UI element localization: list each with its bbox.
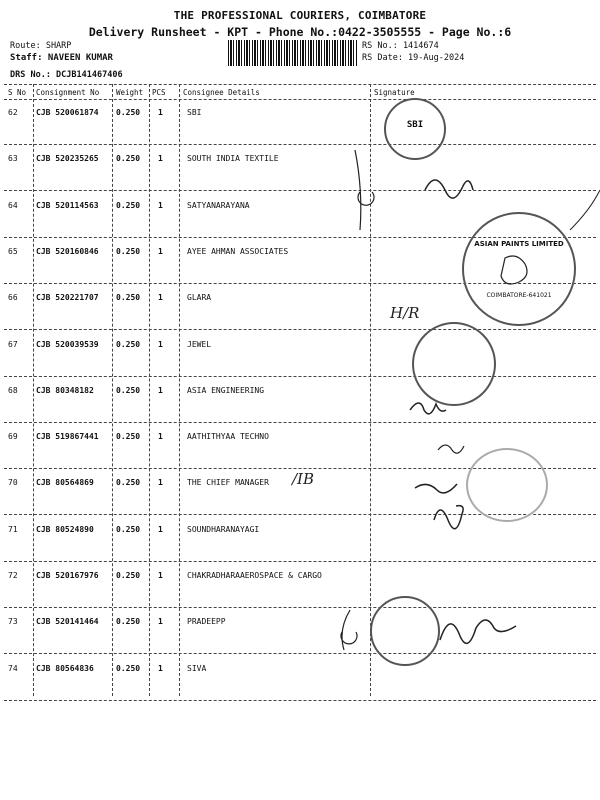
asian-paints-stamp: ASIAN PAINTS LIMITED COIMBATORE-641021: [462, 212, 576, 326]
row-weight: 0.250: [116, 432, 141, 442]
row-consignment-no: CJB 80564836: [36, 663, 94, 673]
row-sno: 65: [8, 246, 18, 256]
row-sno: 72: [8, 571, 18, 580]
row-consignment-no: CJB 520221707: [36, 293, 99, 303]
row-consignment-no: CJB 519867441: [36, 432, 99, 442]
row-pcs: 1: [158, 339, 163, 349]
row-weight: 0.250: [116, 108, 141, 117]
row-consignee: SOUTH INDIA TEXTILE: [187, 154, 279, 164]
row-sno: 64: [8, 200, 18, 210]
row-sno: 74: [8, 663, 18, 673]
route-label: Route: SHARP: [10, 41, 72, 51]
col-pcs: PCS: [152, 88, 166, 97]
row-consignee: ASIA ENGINEERING: [187, 385, 265, 395]
row-consignee: SOUNDHARANAYAGI: [187, 524, 260, 534]
row-consignment-no: CJB 80348182: [36, 385, 94, 395]
row-weight: 0.250: [116, 154, 141, 164]
row-pcs: 1: [158, 571, 163, 580]
row-weight: 0.250: [116, 524, 141, 534]
row-consignee: GLARA: [187, 293, 212, 303]
row-pcs: 1: [158, 617, 163, 627]
row-pcs: 1: [158, 246, 163, 256]
row-consignee: THE CHIEF MANAGER: [187, 478, 269, 488]
row-weight: 0.250: [116, 200, 141, 210]
row-weight: 0.250: [116, 663, 141, 673]
row-weight: 0.250: [116, 385, 141, 395]
row-pcs: 1: [158, 200, 163, 210]
row-pcs: 1: [158, 293, 163, 303]
row-sno: 69: [8, 432, 18, 442]
sbi-stamp: SBI: [384, 98, 446, 160]
row-pcs: 1: [158, 108, 163, 117]
row-weight: 0.250: [116, 478, 141, 488]
row-weight: 0.250: [116, 571, 141, 580]
row-weight: 0.250: [116, 339, 141, 349]
row-pcs: 1: [158, 663, 163, 673]
drs-number: DRS No.: DCJB141467406: [10, 70, 123, 80]
row-sno: 71: [8, 524, 18, 534]
row-sno: 73: [8, 617, 18, 627]
row-consignee: CHAKRADHARAAEROSPACE & CARGO: [187, 571, 322, 580]
col-sno: S No: [8, 88, 27, 97]
row-consignment-no: CJB 520039539: [36, 339, 99, 349]
row-sno: 68: [8, 385, 18, 395]
row-weight: 0.250: [116, 246, 141, 256]
row-sno: 67: [8, 339, 18, 349]
row-consignment-no: CJB 520167976: [36, 571, 99, 580]
document-title: THE PROFESSIONAL COURIERS, COIMBATORE: [173, 9, 427, 22]
row-pcs: 1: [158, 524, 163, 534]
col-weight: Weight: [116, 88, 144, 97]
row-consignment-no: CJB 80564869: [36, 478, 94, 488]
row-sno: 70: [8, 478, 18, 488]
row-consignment-no: CJB 520141464: [36, 617, 99, 627]
row-consignee: SATYANARAYANA: [187, 200, 250, 210]
row-consignee: JEWEL: [187, 339, 212, 349]
rs-date: RS Date: 19-Aug-2024: [362, 53, 465, 63]
row-weight: 0.250: [116, 617, 141, 627]
row-consignment-no: CJB 520160846: [36, 246, 99, 256]
row-pcs: 1: [158, 432, 163, 442]
row-consignee: SIVA: [187, 663, 207, 673]
row-consignment-no: CJB 520114563: [36, 200, 99, 210]
row-consignee: SBI: [187, 108, 202, 117]
col-consignee: Consignee Details: [183, 88, 260, 97]
row-consignee: AATHITHYAA TECHNO: [187, 432, 269, 442]
col-signature: Signature: [374, 88, 415, 97]
row-consignment-no: CJB 520235265: [36, 154, 99, 164]
row-consignee: AYEE AHMAN ASSOCIATES: [187, 246, 289, 256]
row-consignee: PRADEEPP: [187, 617, 226, 627]
row-consignment-no: CJB 520061874: [36, 108, 99, 117]
row-pcs: 1: [158, 385, 163, 395]
rs-number: RS No.: 1414674: [362, 41, 439, 51]
staff-label: Staff: NAVEEN KUMAR: [10, 53, 113, 63]
hr-handwritten-note: H/R: [390, 304, 420, 322]
col-consignment: Consignment No: [36, 88, 100, 97]
row-consignment-no: CJB 80524890: [36, 524, 94, 534]
row-sno: 63: [8, 154, 18, 164]
ib-handwritten-note: /IB: [292, 470, 315, 488]
document-subtitle: Delivery Runsheet - KPT - Phone No.:0422-3505555 - Page No.:6: [88, 25, 512, 39]
row-sno: 66: [8, 293, 18, 303]
row-pcs: 1: [158, 154, 163, 164]
row-sno: 62: [8, 108, 18, 117]
row-pcs: 1: [158, 478, 163, 488]
row-weight: 0.250: [116, 293, 141, 303]
